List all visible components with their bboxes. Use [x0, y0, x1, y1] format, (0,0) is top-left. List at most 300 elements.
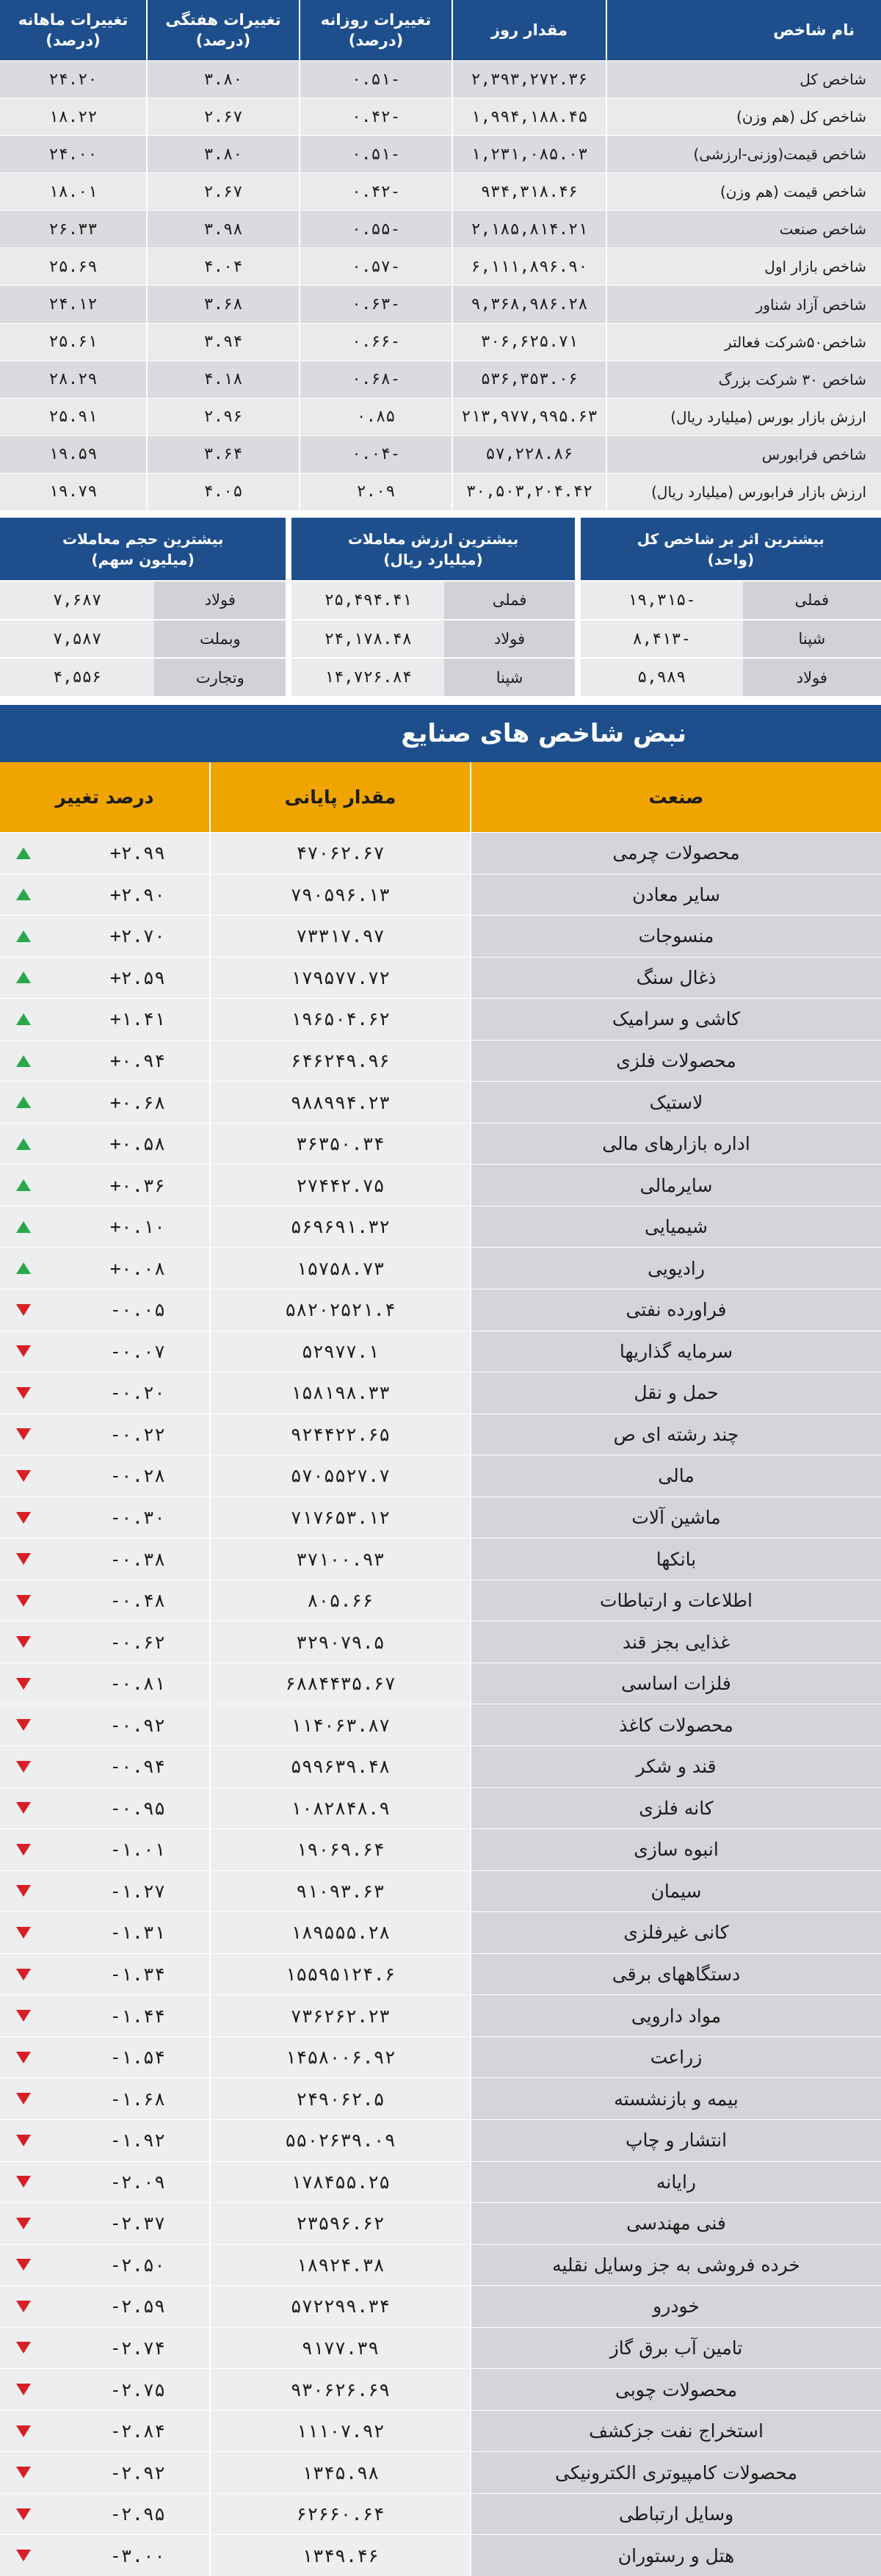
arrow-down-icon — [16, 2467, 31, 2478]
header-sector: صنعت — [470, 762, 881, 832]
sector-name: سرمایه گذاریها — [470, 1331, 881, 1372]
percent-value: -۲.۷۵ — [109, 2378, 165, 2400]
sector-final-value: ۵۸۲۰۲۵۲۱.۴ — [209, 1289, 470, 1331]
percent-value: -۱.۶۸ — [109, 2088, 165, 2110]
arrow-down-icon — [16, 2508, 31, 2520]
arrow-down-icon — [16, 1719, 31, 1731]
header-final-value: مقدار پایانی — [209, 762, 470, 832]
table-row — [0, 1247, 881, 1289]
table-row — [0, 1164, 881, 1206]
table-row — [0, 998, 881, 1040]
arrow-up-icon — [16, 1096, 31, 1108]
percent-value: -۰.۳۸ — [109, 1548, 165, 1570]
table-row — [0, 957, 881, 999]
percent-value: -۳.۰۰ — [109, 2544, 165, 2566]
percent-value: +۲.۹۹ — [109, 842, 165, 864]
sector-final-value: ۲۴۹۰۶۲.۵ — [209, 2078, 470, 2119]
sector-percent-change — [0, 916, 209, 957]
percent-value: -۱.۴۴ — [109, 2005, 165, 2027]
sector-name: محصولات چوبی — [470, 2369, 881, 2410]
arrow-down-icon — [16, 2550, 31, 2561]
sector-percent-change — [0, 1041, 209, 1082]
table-row — [0, 1911, 881, 1953]
sector-name: تامین آب برق گاز — [470, 2328, 881, 2369]
sector-final-value: ۶۴۶۲۴۹.۹۶ — [209, 1041, 470, 1082]
sector-percent-change — [0, 833, 209, 874]
arrow-up-icon — [16, 1013, 31, 1025]
table-row — [0, 2368, 881, 2410]
sector-final-value: ۹۱۷۷.۳۹ — [209, 2328, 470, 2369]
arrow-down-icon — [16, 1636, 31, 1648]
monthly-change: ۱۸.۰۱ — [48, 182, 98, 201]
sector-percent-change — [0, 1746, 209, 1787]
sector-name: انتشار و چاپ — [470, 2120, 881, 2161]
sector-final-value: ۱۵۸۱۹۸.۳۳ — [209, 1372, 470, 1414]
percent-value: +۰.۳۶ — [109, 1174, 165, 1196]
table-row — [0, 1828, 881, 1870]
stock-symbol: شپنا — [444, 659, 574, 696]
table-row — [0, 1040, 881, 1082]
sector-final-value: ۳۲۹۰۷۹.۵ — [209, 1621, 470, 1663]
index-name: شاخص صنعت — [606, 211, 881, 247]
monthly-change: ۲۶.۳۳ — [48, 220, 98, 239]
sector-name: فلزات اساسی — [470, 1663, 881, 1704]
table-row — [0, 1745, 881, 1787]
sector-percent-change — [0, 1331, 209, 1372]
table-row — [0, 1994, 881, 2036]
sector-final-value: ۵۲۹۷۷.۱ — [209, 1331, 470, 1372]
sector-name: دستگاههای برقی — [470, 1954, 881, 1995]
sector-percent-change — [0, 875, 209, 916]
sector-percent-change — [0, 2328, 209, 2369]
index-value: ۹,۳۶۸,۹۸۶.۲۸ — [452, 286, 606, 322]
daily-change: -۰.۶۶ — [299, 324, 452, 361]
index-value: ۳۰۶,۶۲۵.۷۱ — [452, 324, 606, 361]
percent-value: -۰.۴۸ — [109, 1590, 165, 1612]
table-row — [0, 1663, 881, 1704]
sector-name: ذغال سنگ — [470, 958, 881, 999]
monthly-change: ۱۹.۵۹ — [48, 445, 98, 464]
monthly-change: ۲۴.۲۰ — [48, 70, 98, 89]
table-row — [0, 1953, 881, 1995]
sector-percent-change — [0, 2369, 209, 2410]
stock-symbol: وبملت — [154, 621, 286, 658]
arrow-down-icon — [16, 2342, 31, 2354]
sector-final-value: ۱۷۹۵۷۷.۷۲ — [209, 958, 470, 999]
sector-percent-change — [0, 1289, 209, 1331]
top-trade-value-block — [291, 518, 574, 696]
sector-final-value: ۹۱۰۹۳.۶۳ — [209, 1871, 470, 1912]
sector-percent-change — [0, 2286, 209, 2327]
index-value: ۲۱۳,۹۷۷,۹۹۵.۶۳ — [452, 399, 606, 435]
daily-change: -۰.۴۲ — [299, 98, 452, 135]
table-row — [0, 1081, 881, 1123]
index-summary-header — [0, 0, 881, 60]
top-trade-value-rows — [291, 580, 574, 696]
daily-change: -۰.۶۸ — [299, 361, 452, 398]
top-stocks-tables — [0, 518, 881, 696]
sector-name: محصولات چرمی — [470, 833, 881, 874]
stock-symbol: شپنا — [743, 621, 881, 658]
table-row — [581, 657, 881, 696]
weekly-change: ۳.۹۴ — [146, 324, 299, 361]
sector-percent-change — [0, 1165, 209, 1206]
arrow-down-icon — [16, 1844, 31, 1856]
sector-final-value: ۲۳۵۹۶.۶۲ — [209, 2203, 470, 2244]
top-impact-block — [581, 518, 881, 696]
daily-change: ۰.۸۵ — [299, 399, 452, 435]
arrow-down-icon — [16, 2135, 31, 2146]
arrow-down-icon — [16, 1470, 31, 1482]
percent-value: -۰.۹۵ — [109, 1797, 165, 1819]
percent-value: -۰.۶۲ — [109, 1631, 165, 1653]
sector-final-value: ۱۰۸۲۸۴۸.۹ — [209, 1788, 470, 1829]
sector-pulse-title: نبض شاخص های صنایع — [0, 705, 881, 762]
sector-final-value: ۹۳۰۶۲۶.۶۹ — [209, 2369, 470, 2410]
index-name: شاخص آزاد شناور — [606, 286, 881, 322]
table-row — [0, 2077, 881, 2119]
percent-value: -۲.۹۵ — [109, 2503, 165, 2525]
sector-name: مواد دارویی — [470, 1995, 881, 2036]
arrow-down-icon — [16, 2010, 31, 2022]
percent-value: -۰.۹۴ — [109, 1756, 165, 1778]
sector-percent-change — [0, 1871, 209, 1912]
stock-symbol: فملی — [444, 582, 574, 619]
arrow-down-icon — [16, 1927, 31, 1939]
percent-value: -۰.۰۵ — [109, 1299, 165, 1321]
weekly-change: ۳.۸۰ — [146, 61, 299, 98]
arrow-down-icon — [16, 1345, 31, 1357]
table-row — [0, 1497, 881, 1538]
table-row — [0, 60, 881, 98]
arrow-up-icon — [16, 1262, 31, 1274]
sector-name: استخراج نفت جزکشف — [470, 2411, 881, 2452]
weekly-change: ۲.۶۷ — [146, 173, 299, 210]
sector-table-header — [0, 762, 881, 832]
stock-symbol: فولاد — [154, 582, 286, 619]
sector-name: شیمیایی — [470, 1206, 881, 1248]
top-trade-value-title: بیشترین ارزش معاملات (میلیارد ریال) — [291, 518, 574, 580]
sector-percent-change — [0, 2494, 209, 2535]
table-row — [0, 657, 286, 696]
table-row — [0, 1331, 881, 1372]
table-row — [0, 1289, 881, 1331]
sector-percent-change — [0, 1455, 209, 1497]
stock-value: ۱۴,۷۲۶.۸۴ — [291, 659, 444, 696]
arrow-down-icon — [16, 1595, 31, 1607]
arrow-down-icon — [16, 2301, 31, 2312]
table-row — [0, 2202, 881, 2244]
percent-value: -۲.۳۷ — [109, 2213, 165, 2235]
arrow-down-icon — [16, 1969, 31, 1980]
table-row — [0, 2451, 881, 2493]
sector-final-value: ۵۵۰۲۶۳۹.۰۹ — [209, 2120, 470, 2161]
sector-final-value: ۲۷۴۴۲.۷۵ — [209, 1165, 470, 1206]
sector-name: رادیویی — [470, 1248, 881, 1289]
sector-name: حمل و نقل — [470, 1372, 881, 1414]
percent-value: -۰.۰۷ — [109, 1340, 165, 1362]
sector-final-value: ۱۸۹۲۴.۳۸ — [209, 2245, 470, 2286]
sector-percent-change — [0, 1124, 209, 1165]
arrow-down-icon — [16, 2218, 31, 2229]
monthly-change: ۲۸.۲۹ — [48, 370, 98, 389]
table-row — [0, 1414, 881, 1455]
index-name: شاخص۵۰شرکت فعالتر — [606, 324, 881, 361]
stock-value: ۷,۵۸۷ — [0, 621, 154, 658]
sector-percent-change — [0, 1912, 209, 1953]
sector-percent-change — [0, 1829, 209, 1870]
table-row — [0, 1123, 881, 1165]
monthly-change: ۲۵.۶۱ — [48, 333, 98, 352]
sector-percent-change — [0, 2535, 209, 2576]
index-value: ۹۳۴,۳۱۸.۴۶ — [452, 173, 606, 210]
sector-final-value: ۸۰۵.۶۶ — [209, 1580, 470, 1621]
table-row — [0, 98, 881, 135]
table-row — [0, 1372, 881, 1414]
sector-final-value: ۹۲۴۴۲۲.۶۵ — [209, 1414, 470, 1455]
sector-name: اطلاعات و ارتباطات — [470, 1580, 881, 1621]
sector-final-value: ۱۸۹۵۵۵.۲۸ — [209, 1912, 470, 1953]
sector-final-value: ۱۵۵۹۵۱۲۴.۶ — [209, 1954, 470, 1995]
header-weekly-change: تغییرات هفتگی (درصد) — [146, 0, 299, 60]
index-value: ۵۳۶,۳۵۳.۰۶ — [452, 361, 606, 398]
stock-symbol: فملی — [743, 582, 881, 619]
index-value: ۵۷,۲۲۸.۸۶ — [452, 436, 606, 473]
daily-change: -۰.۵۵ — [299, 211, 452, 247]
table-row — [0, 1538, 881, 1580]
arrow-down-icon — [16, 1428, 31, 1440]
daily-change: -۰.۵۷ — [299, 248, 452, 285]
arrow-down-icon — [16, 1553, 31, 1565]
sector-final-value: ۱۵۷۵۸.۷۳ — [209, 1248, 470, 1289]
percent-value: -۲.۷۴ — [109, 2337, 165, 2359]
sector-name: خودرو — [470, 2286, 881, 2327]
sector-name: چند رشته ای ص — [470, 1414, 881, 1455]
table-row — [291, 619, 574, 658]
table-row — [0, 2410, 881, 2452]
daily-change: -۰.۰۴ — [299, 436, 452, 473]
table-row — [0, 2534, 881, 2576]
daily-change: -۰.۶۳ — [299, 286, 452, 322]
sector-percent-change — [0, 1414, 209, 1455]
table-row — [0, 1870, 881, 1912]
sector-final-value: ۷۳۶۲۶۲.۲۳ — [209, 1995, 470, 2036]
percent-value: -۲.۵۰ — [109, 2254, 165, 2276]
percent-value: +۰.۱۰ — [109, 1216, 165, 1238]
percent-value: -۲.۸۴ — [109, 2420, 165, 2442]
index-value: ۱,۲۳۱,۰۸۵.۰۳ — [452, 136, 606, 173]
sector-percent-change — [0, 1206, 209, 1248]
percent-value: -۰.۲۰ — [109, 1382, 165, 1404]
table-row — [0, 210, 881, 247]
sector-name: محصولات فلزی — [470, 1041, 881, 1082]
sector-percent-change — [0, 2120, 209, 2161]
sector-percent-change — [0, 1704, 209, 1745]
sector-final-value: ۱۳۴۹.۴۶ — [209, 2535, 470, 2576]
header-index-name: نام شاخص — [606, 0, 881, 60]
arrow-down-icon — [16, 1387, 31, 1399]
table-row — [0, 173, 881, 210]
daily-change: -۰.۵۱ — [299, 136, 452, 173]
weekly-change: ۳.۸۰ — [146, 136, 299, 173]
top-trade-volume-block — [0, 518, 286, 696]
sector-percent-change — [0, 2162, 209, 2203]
stock-value: ۲۴,۱۷۸.۴۸ — [291, 621, 444, 658]
percent-value: -۱.۳۱ — [109, 1922, 165, 1944]
stock-value: ۵,۹۸۹ — [581, 659, 743, 696]
sector-name: محصولات کاغذ — [470, 1704, 881, 1745]
sector-name: مالی — [470, 1455, 881, 1497]
sector-final-value: ۳۷۱۰۰.۹۳ — [209, 1538, 470, 1580]
top-impact-rows — [581, 580, 881, 696]
table-row — [0, 2161, 881, 2203]
table-row — [0, 2244, 881, 2286]
index-name: شاخص قیمت (هم وزن) — [606, 173, 881, 210]
sector-name: ماشین آلات — [470, 1497, 881, 1538]
sector-table-body — [0, 832, 881, 2576]
arrow-up-icon — [16, 972, 31, 983]
stock-symbol: فولاد — [743, 659, 881, 696]
sector-name: سایر معادن — [470, 875, 881, 916]
sector-percent-change — [0, 1538, 209, 1580]
percent-value: -۰.۲۸ — [109, 1465, 165, 1487]
arrow-down-icon — [16, 1304, 31, 1316]
table-row — [0, 285, 881, 322]
daily-change: -۰.۴۲ — [299, 173, 452, 210]
arrow-down-icon — [16, 1678, 31, 1690]
sector-final-value: ۵۹۹۶۳۹.۴۸ — [209, 1746, 470, 1787]
sector-final-value: ۷۳۳۱۷.۹۷ — [209, 916, 470, 957]
percent-value: -۱.۵۴ — [109, 2047, 165, 2069]
sector-name: بانکها — [470, 1538, 881, 1580]
percent-value: -۰.۸۱ — [109, 1673, 165, 1695]
sector-final-value: ۵۷۰۵۵۲۷.۷ — [209, 1455, 470, 1497]
stock-symbol: وتجارت — [154, 659, 286, 696]
table-row — [0, 1704, 881, 1745]
index-summary-rows — [0, 60, 881, 510]
stock-value: ۷,۶۸۷ — [0, 582, 154, 619]
table-row — [0, 915, 881, 957]
sector-percent-change — [0, 2078, 209, 2119]
monthly-change: ۲۴.۰۰ — [48, 145, 98, 164]
sector-percent-change — [0, 2037, 209, 2078]
top-trade-volume-rows — [0, 580, 286, 696]
weekly-change: ۳.۶۸ — [146, 286, 299, 322]
sector-name: انبوه سازی — [470, 1829, 881, 1870]
sector-name: لاستیک — [470, 1082, 881, 1123]
index-value: ۲,۱۸۵,۸۱۴.۲۱ — [452, 211, 606, 247]
sector-name: قند و شکر — [470, 1746, 881, 1787]
index-name: شاخص کل — [606, 61, 881, 98]
sector-percent-change — [0, 1621, 209, 1663]
percent-value: +۲.۷۰ — [109, 925, 165, 947]
table-row — [0, 323, 881, 361]
header-percent-change: درصد تغییر — [0, 762, 209, 832]
index-name: شاخص بازار اول — [606, 248, 881, 285]
sector-name: کانه فلزی — [470, 1788, 881, 1829]
percent-value: +۰.۰۸ — [109, 1257, 165, 1279]
table-row — [0, 2119, 881, 2161]
table-row — [0, 2327, 881, 2369]
arrow-down-icon — [16, 2093, 31, 2105]
monthly-change: ۲۴.۱۲ — [48, 295, 98, 314]
sector-name: کانی غیرفلزی — [470, 1912, 881, 1953]
arrow-down-icon — [16, 2425, 31, 2437]
percent-value: -۲.۵۹ — [109, 2295, 165, 2318]
percent-value: -۱.۳۴ — [109, 1964, 165, 1986]
arrow-up-icon — [16, 847, 31, 859]
table-row — [291, 580, 574, 619]
sector-final-value: ۱۱۱۰۷.۹۲ — [209, 2411, 470, 2452]
sector-percent-change — [0, 2452, 209, 2493]
weekly-change: ۴.۱۸ — [146, 361, 299, 398]
arrow-up-icon — [16, 1179, 31, 1191]
percent-value: +۰.۵۸ — [109, 1133, 165, 1155]
arrow-down-icon — [16, 1761, 31, 1773]
table-row — [581, 619, 881, 658]
sector-percent-change — [0, 1248, 209, 1289]
sector-percent-change — [0, 1954, 209, 1995]
percent-value: -۱.۰۱ — [109, 1839, 165, 1861]
sector-percent-change — [0, 1995, 209, 2036]
index-value: ۳۰,۵۰۳,۲۰۴.۴۲ — [452, 474, 606, 510]
table-row — [581, 580, 881, 619]
table-row — [0, 874, 881, 916]
percent-value: -۰.۲۲ — [109, 1423, 165, 1445]
stock-value: ۲۵,۴۹۴.۴۱ — [291, 582, 444, 619]
sector-final-value: ۱۱۴۰۶۳.۸۷ — [209, 1704, 470, 1745]
sector-percent-change — [0, 2203, 209, 2244]
arrow-up-icon — [16, 889, 31, 900]
sector-name: زراعت — [470, 2037, 881, 2078]
sector-name: رایانه — [470, 2162, 881, 2203]
sector-percent-change — [0, 1663, 209, 1704]
sector-name: وسایل ارتباطی — [470, 2494, 881, 2535]
sector-percent-change — [0, 2245, 209, 2286]
table-row — [0, 832, 881, 874]
arrow-down-icon — [16, 1512, 31, 1524]
sector-name: غذایی بجز قند — [470, 1621, 881, 1663]
table-row — [0, 2493, 881, 2535]
table-row — [0, 1455, 881, 1497]
percent-value: +۱.۴۱ — [109, 1008, 165, 1030]
top-trade-volume-title: بیشترین حجم معاملات (میلیون سهم) — [0, 518, 286, 580]
table-row — [0, 580, 286, 619]
sector-final-value: ۱۷۸۴۵۵.۲۵ — [209, 2162, 470, 2203]
index-value: ۲,۳۹۳,۲۷۲.۳۶ — [452, 61, 606, 98]
weekly-change: ۴.۰۴ — [146, 248, 299, 285]
sector-name: فنی مهندسی — [470, 2203, 881, 2244]
table-row — [0, 1787, 881, 1829]
percent-value: +۲.۵۹ — [109, 966, 165, 988]
sector-final-value: ۱۳۴۵.۹۸ — [209, 2452, 470, 2493]
sector-final-value: ۱۴۵۸۰۰۶.۹۲ — [209, 2037, 470, 2078]
arrow-up-icon — [16, 1221, 31, 1233]
monthly-change: ۲۵.۹۱ — [48, 408, 98, 427]
arrow-down-icon — [16, 2176, 31, 2188]
sector-final-value: ۱۹۰۶۹.۶۴ — [209, 1829, 470, 1870]
arrow-down-icon — [16, 2384, 31, 2395]
arrow-down-icon — [16, 1802, 31, 1814]
table-row — [0, 2036, 881, 2078]
arrow-up-icon — [16, 1138, 31, 1150]
percent-value: -۰.۳۰ — [109, 1507, 165, 1529]
index-value: ۱,۹۹۴,۱۸۸.۴۵ — [452, 98, 606, 135]
sector-final-value: ۷۱۷۶۵۳.۱۲ — [209, 1497, 470, 1538]
index-name: ارزش بازار بورس (میلیارد ریال) — [606, 399, 881, 435]
sector-percent-change — [0, 2411, 209, 2452]
sector-final-value: ۷۹۰۵۹۶.۱۳ — [209, 875, 470, 916]
